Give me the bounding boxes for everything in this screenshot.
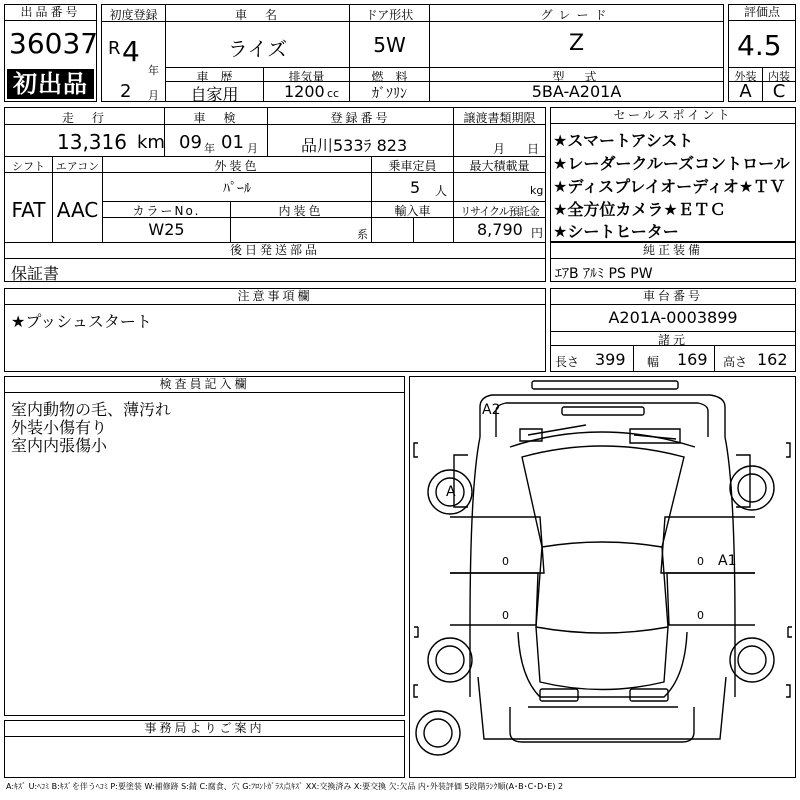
vehicle-info-grid <box>101 4 724 102</box>
int-color-unit: 系 <box>357 228 368 241</box>
height-value: 162 <box>757 350 788 369</box>
inspector-line-3: 室内内張傷小 <box>11 436 108 455</box>
sales-point-5: ★シートヒーター <box>553 222 679 241</box>
lot-number: 36037 <box>9 27 99 60</box>
ext-color-label: 外装色 <box>214 159 260 173</box>
diagram-zero-3: 0 <box>697 555 704 568</box>
capacity-label: 乗車定員 <box>388 159 437 173</box>
history-value: 自家用 <box>190 85 239 104</box>
inspector-box <box>4 376 405 716</box>
mileage-value: 13,316 <box>57 130 127 154</box>
specs-label: 諸元 <box>657 333 688 347</box>
score-value: 4.5 <box>737 29 782 62</box>
sales-points-label: セールスポイント <box>551 108 795 124</box>
later-parts-label: 後日発送部品 <box>5 243 545 259</box>
score-box <box>728 4 796 102</box>
office-label: 事務局よりご案内 <box>5 721 404 737</box>
fuel-value: ｶﾞｿﾘﾝ <box>372 86 407 102</box>
damage-mark-a: A <box>446 484 456 500</box>
max-load-unit: kg <box>530 184 544 197</box>
recycle-value: 8,790 <box>477 220 523 239</box>
interior-label: 内装 <box>768 70 790 83</box>
car-name: ライズ <box>227 37 288 61</box>
sales-point-4: ★全方位カメラ★ＥＴＣ <box>553 200 726 219</box>
genuine-equipment-value: ｴｱB ｱﾙﾐ PS PW <box>555 266 653 282</box>
diagram-zero-1: 0 <box>502 555 509 568</box>
color-no-label: カラーNo. <box>132 204 201 218</box>
score-label: 評価点 <box>729 5 795 21</box>
damage-mark-a2: A2 <box>482 402 501 418</box>
genuine-equipment-label: 純正装備 <box>551 243 795 259</box>
shift-label: シフト <box>12 160 45 173</box>
inspector-label: 検査員記入欄 <box>5 377 404 393</box>
later-parts-value: 保証書 <box>11 264 60 283</box>
displacement-value: 1200 <box>284 82 325 101</box>
registration-month: 2 <box>120 81 132 102</box>
capacity-value: 5 <box>410 178 421 197</box>
width-value: 169 <box>677 350 708 369</box>
sales-point-2: ★レーダークルーズコントロール <box>553 154 790 173</box>
deadline-day-unit: 日 <box>527 142 540 156</box>
chassis-box <box>550 288 796 372</box>
height-label: 高さ <box>723 355 748 369</box>
capacity-unit: 人 <box>435 184 448 198</box>
sales-points-box <box>550 107 796 242</box>
lot-label: 出品番号 <box>5 5 96 21</box>
office-box <box>4 720 405 778</box>
exterior-score: A <box>739 81 752 102</box>
lot-box <box>4 4 97 102</box>
inspection-year: 09 <box>179 132 202 153</box>
model-value: 5BA-A201A <box>531 82 622 101</box>
recycle-label: リサイクル預託金 <box>460 205 539 218</box>
genuine-equipment-box <box>550 242 796 282</box>
registration-era: R <box>108 38 121 59</box>
damage-mark-a1: A1 <box>718 553 737 569</box>
sales-point-1: ★スマートアシスト <box>553 131 694 150</box>
inspection-month-unit: 月 <box>247 142 258 155</box>
notes-value: ★プッシュスタート <box>11 312 152 331</box>
first-listing-badge: 初出品 <box>7 69 94 99</box>
aircon-value: AAC <box>56 198 99 222</box>
mileage-label: 走 行 <box>61 111 107 125</box>
exterior-label: 外装 <box>734 70 757 83</box>
ext-color-value: ﾊﾟｰﾙ <box>223 181 251 197</box>
max-load-label: 最大積載量 <box>469 159 530 173</box>
fuel-label: 燃 料 <box>371 70 408 84</box>
detail-grid <box>4 107 546 243</box>
door-label: ドア形状 <box>365 8 414 22</box>
registration-month-unit: 月 <box>148 89 159 102</box>
legend-text: A:ｷｽﾞ U:ﾍｺﾐ B:ｷｽﾞを伴うﾍｺﾐ P:要塗装 W:補修跡 S:錆 C:腐食、穴 G:ﾌﾛﾝﾄｶﾞﾗｽ点ｷｽﾞ XX:交換済み X:要交換 欠:欠品 内･外装評価 5段階ﾗﾝｸ順(A･B･C･D･E) 2 <box>6 782 564 791</box>
recycle-unit: 円 <box>531 226 544 240</box>
shift-value: FAT <box>11 198 46 222</box>
notes-box <box>4 288 546 372</box>
int-color-label: 内装色 <box>278 204 324 218</box>
grade-value: Z <box>568 31 585 56</box>
car-name-label: 車 名 <box>234 8 280 22</box>
model-label: 型 式 <box>552 70 601 84</box>
inspector-line-2: 外装小傷有り <box>11 418 108 437</box>
chassis-value: A201A-0003899 <box>608 308 738 327</box>
diagram-zero-4: 0 <box>697 609 704 622</box>
door-type: 5W <box>373 33 406 57</box>
registration-year: 4 <box>122 35 140 68</box>
length-value: 399 <box>595 350 626 369</box>
color-no-value: W25 <box>148 220 185 239</box>
later-parts-box <box>4 242 546 282</box>
displacement-unit: cc <box>327 87 340 100</box>
inspection-month: 01 <box>221 132 244 153</box>
diagram-zero-2: 0 <box>502 609 509 622</box>
width-label: 幅 <box>647 355 660 369</box>
damage-diagram <box>409 376 796 778</box>
inspection-year-unit: 年 <box>204 142 215 155</box>
plate-label: 登録番号 <box>330 111 391 125</box>
sales-point-3: ★ディスプレイオーディオ★ＴＶ <box>553 177 786 196</box>
grade-label: グレード <box>540 8 613 22</box>
registration-label: 初度登録 <box>109 8 158 22</box>
inspection-label: 車 検 <box>193 111 239 125</box>
car-outline-diagram <box>410 377 795 777</box>
import-label: 輸入車 <box>394 204 431 218</box>
chassis-label: 車台番号 <box>551 289 795 305</box>
deadline-month-unit: 月 <box>493 142 506 156</box>
length-label: 長さ <box>555 355 580 369</box>
notes-label: 注意事項欄 <box>5 289 545 305</box>
mileage-unit: km <box>137 132 165 153</box>
history-label: 車 歴 <box>196 70 233 84</box>
transfer-deadline-label: 譲渡書類期限 <box>463 111 536 125</box>
aircon-label: エアコン <box>55 160 100 173</box>
interior-score: C <box>772 81 786 102</box>
displacement-label: 排気量 <box>288 70 325 84</box>
inspector-line-1: 室内動物の毛、薄汚れ <box>11 400 172 419</box>
plate-value: 品川533ﾗ 823 <box>301 136 408 155</box>
registration-year-unit: 年 <box>148 64 159 77</box>
